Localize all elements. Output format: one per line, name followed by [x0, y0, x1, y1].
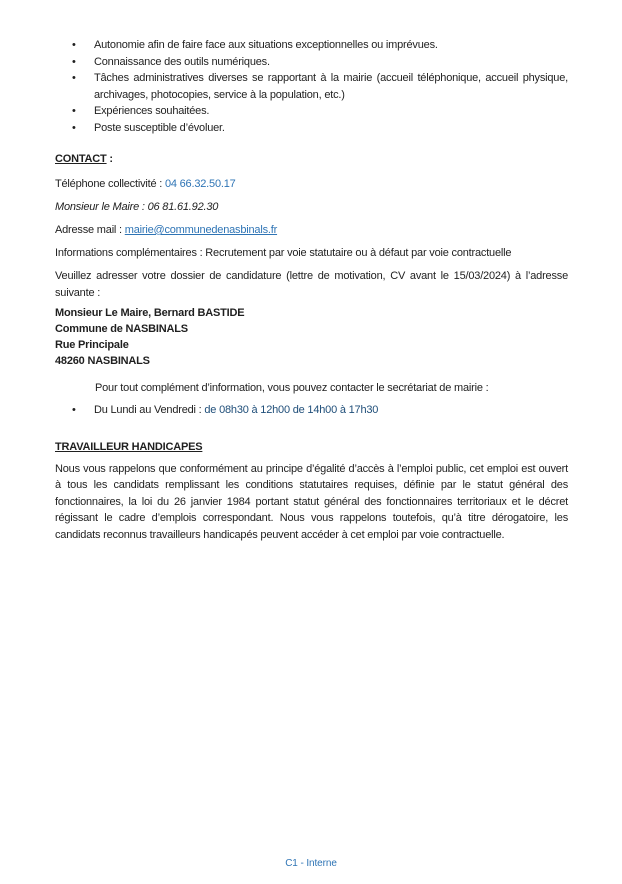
list-item: • Autonomie afin de faire face aux situations exceptionnelles ou imprévues.: [94, 37, 568, 54]
hours-value: de 08h30 à 12h00 de 14h00 à 17h30: [204, 403, 379, 416]
address-line: Rue Principale: [55, 339, 129, 351]
phone-label: Téléphone collectivité :: [55, 178, 165, 190]
additional-info-line: Informations complémentaires : Recrutement par voie statutaire ou à défaut par voie contractuelle: [55, 247, 512, 259]
opening-hours-item: [94, 402, 568, 419]
requirements-list: [55, 37, 568, 136]
mail-line: [55, 222, 568, 239]
hours-label: Du Lundi au Vendredi :: [94, 403, 205, 416]
address-line: 48260 NASBINALS: [55, 355, 150, 367]
mayor-phone-line: Monsieur le Maire : 06 81.61.92.30: [55, 201, 219, 213]
contact-heading-text: CONTACT: [55, 153, 107, 165]
application-instructions: Veuillez adresser votre dossier de candidature (lettre de motivation, CV avant le 15/03/2024) à l’adresse suivante :: [55, 270, 568, 299]
contact-heading-colon: :: [106, 153, 113, 165]
opening-hours-list: [55, 402, 568, 419]
address-line: Commune de NASBINALS: [55, 323, 188, 335]
phone-number: 04 66.32.50.17: [164, 178, 236, 190]
list-item: • Connaissance des outils numériques.: [94, 54, 568, 71]
handicap-heading: [55, 439, 568, 456]
phone-line: [55, 176, 568, 193]
list-item: • Poste susceptible d’évoluer.: [94, 120, 568, 137]
address-line: Monsieur Le Maire, Bernard BASTIDE: [55, 307, 245, 319]
mail-label: Adresse mail :: [55, 224, 125, 236]
list-item: • Tâches administratives diverses se rapportant à la mairie (accueil téléphonique, accueil physique, archivages, photocopies, service à la population, etc.): [94, 70, 568, 103]
contact-heading: [55, 151, 568, 168]
document-content: [55, 0, 568, 543]
email-link[interactable]: mairie@communedenasbinals.fr: [124, 224, 278, 236]
postal-address-block: [55, 305, 568, 369]
handicap-paragraph: Nous vous rappelons que conformément au principe d’égalité d’accès à l’emploi public, cet emploi est ouvert à tous les candidats remplissant les conditions statutaires requises, définie par le statut général des fonctionnaires, la loi du 26 janvier 1984 portant statut général des fonctionnaires territoriaux et le décret régissant le cadre d’emplois correspondant. Nous vous rappelons toutefois, qu’à titre dérogatoire, les candidats reconnus travailleurs handicapés peuvent accéder à cet emploi par voie contractuelle.: [55, 462, 568, 541]
list-item: • Expériences souhaitées.: [94, 103, 568, 120]
footer-classification: C1 - Interne: [285, 858, 337, 869]
secretariat-line: Pour tout complément d’information, vous pouvez contacter le secrétariat de mairie :: [95, 382, 489, 394]
handicap-heading-text: TRAVAILLEUR HANDICAPES: [55, 441, 203, 453]
